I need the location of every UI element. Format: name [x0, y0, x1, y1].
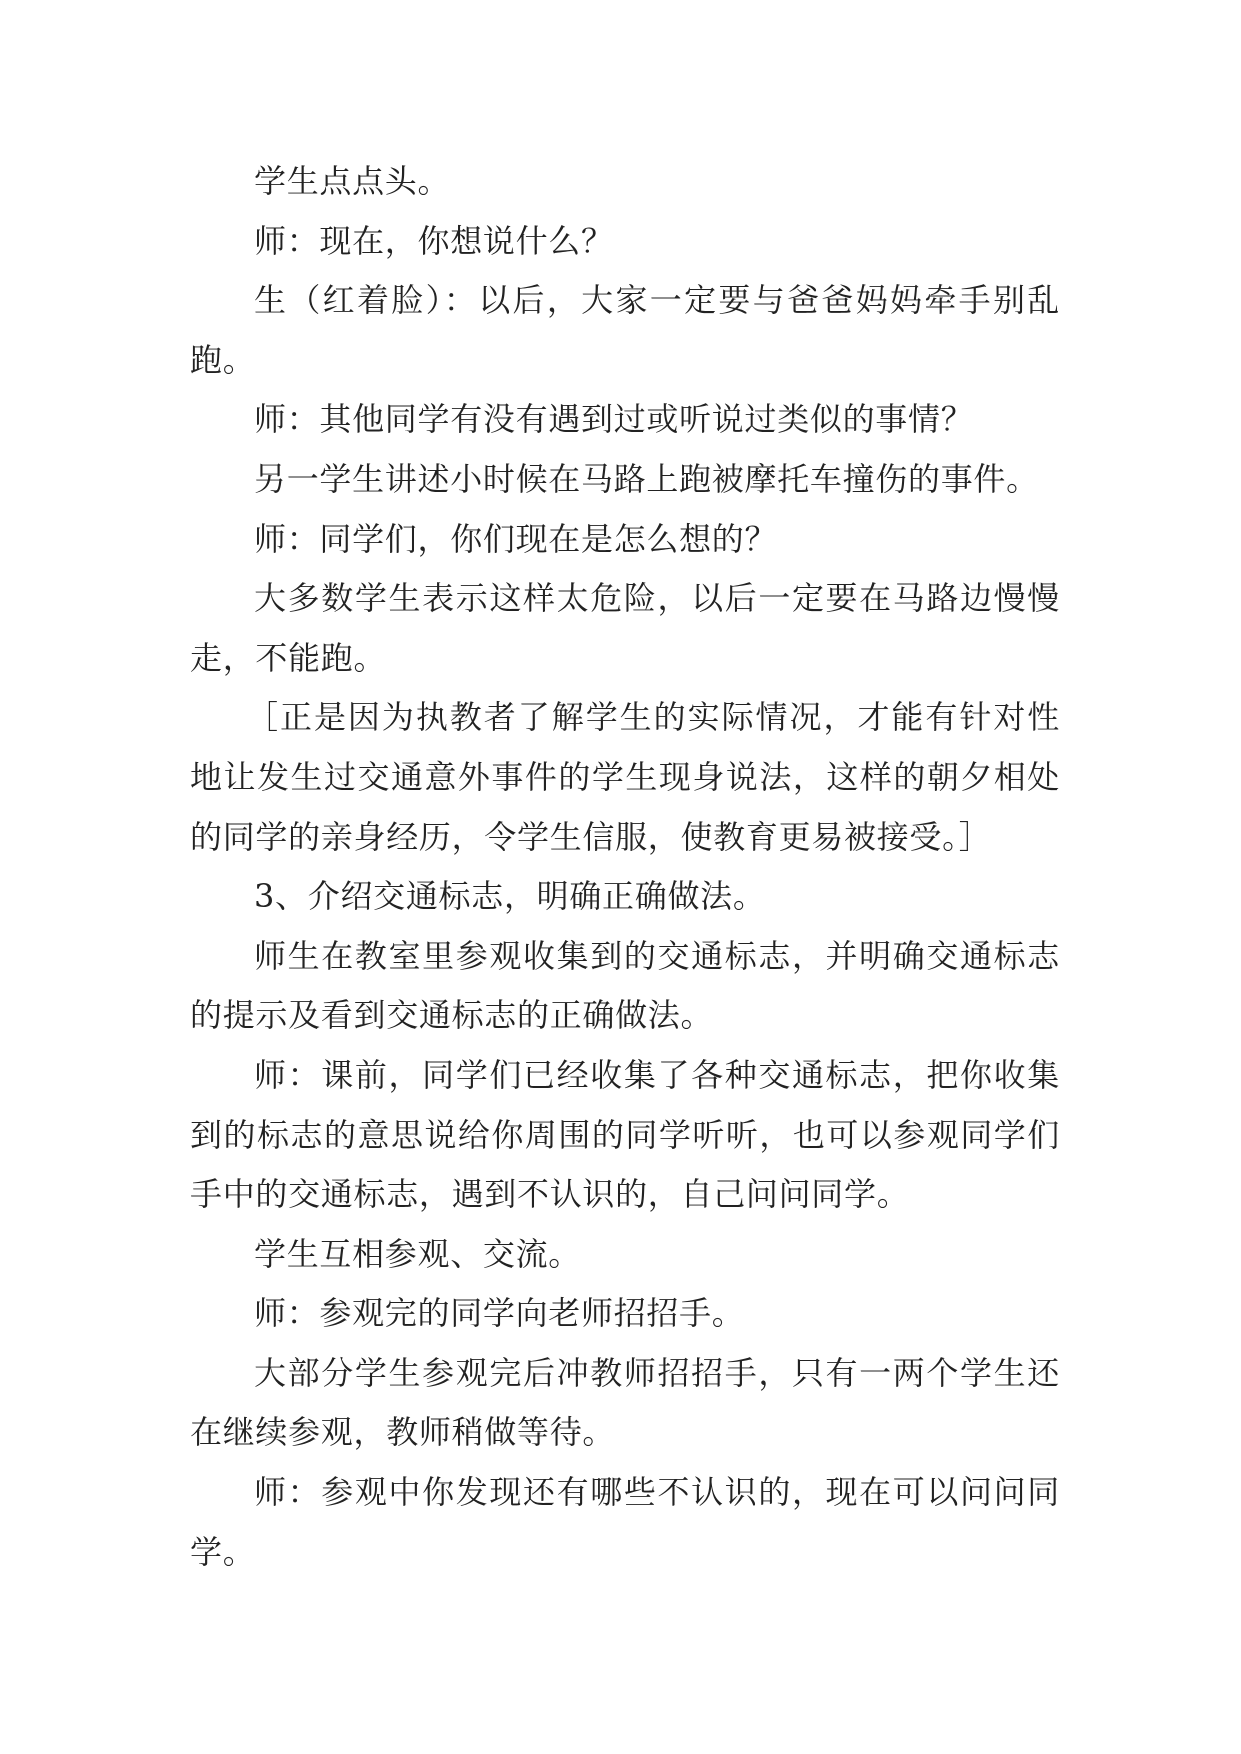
paragraph: 师：参观完的同学向老师招招手。: [254, 1294, 745, 1333]
paragraph: 师：课前，同学们已经收集了各种交通标志，把你收集到的标志的意思说给你周围的同学听听，也可以参观同学们手中的交通标志，遇到不认识的，自己问问同学。: [190, 1055, 1060, 1214]
paragraph: 师：同学们，你们现在是怎么想的？: [254, 519, 778, 558]
paragraph: 师：现在，你想说什么？: [254, 221, 614, 260]
paragraph: 另一学生讲述小时候在马路上跑被摩托车撞伤的事件。: [254, 459, 1039, 498]
body-text: [190, 152, 1060, 1582]
paragraph: 师：参观中你发现还有哪些不认识的，现在可以问问同学。: [190, 1473, 1060, 1571]
paragraph: 学生互相参观、交流。: [254, 1234, 582, 1273]
paragraph: 大多数学生表示这样太危险，以后一定要在马路边慢慢走，不能跑。: [190, 579, 1060, 677]
paragraph: 大部分学生参观完后冲教师招招手，只有一两个学生还在继续参观，教师稍做等待。: [190, 1353, 1060, 1452]
commentary-paragraph: ［正是因为执教者了解学生的实际情况，才能有针对性地让发生过交通意外事件的学生现身说法，这样的朝夕相处的同学的亲身经历，令学生信服，使教育更易被接受。］: [190, 698, 1060, 856]
section-heading: 3、介绍交通标志，明确正确做法。: [254, 877, 766, 916]
paragraph: 生（红着脸）：以后，大家一定要与爸爸妈妈牵手别乱跑。: [190, 281, 1060, 379]
paragraph: 学生点点头。: [254, 162, 451, 200]
paragraph: 师：其他同学有没有遇到过或听说过类似的事情？: [254, 400, 974, 439]
paragraph: 师生在教室里参观收集到的交通标志，并明确交通标志的提示及看到交通标志的正确做法。: [190, 936, 1060, 1035]
